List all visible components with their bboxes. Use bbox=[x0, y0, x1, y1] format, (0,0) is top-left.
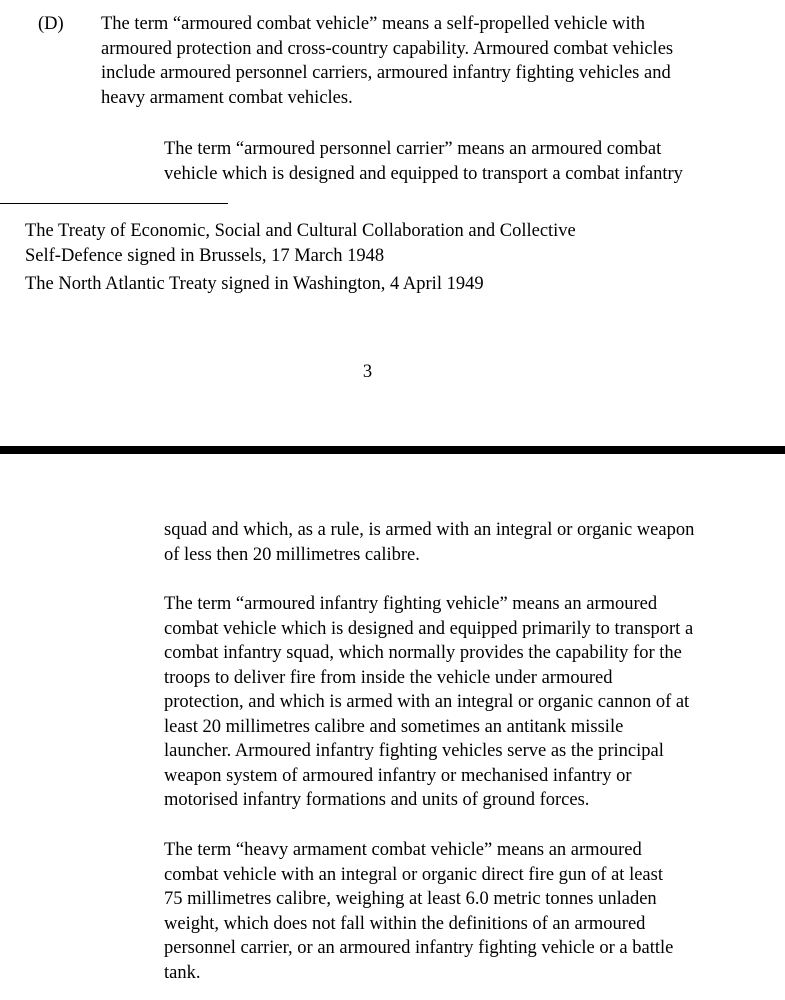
text-line: launcher. Armoured infantry fighting vehicles serve as the principal bbox=[164, 741, 664, 761]
footnote-brussels-treaty bbox=[25, 219, 765, 268]
footnote-separator bbox=[0, 203, 228, 204]
text-line: The North Atlantic Treaty signed in Washington, 4 April 1949 bbox=[25, 274, 484, 294]
footnote-north-atlantic-treaty bbox=[25, 272, 765, 297]
text-line: combat vehicle which is designed and equipped primarily to transport a bbox=[164, 618, 694, 639]
text-line: protection, and which is armed with an integral or organic cannon of at bbox=[164, 692, 690, 712]
text-line: The term “armoured infantry fighting vehicle” means an armoured bbox=[164, 594, 658, 614]
text-line: armoured protection and cross-country capability. Armoured combat vehicles bbox=[101, 38, 674, 59]
text-line: weapon system of armoured infantry or mechanised infantry or bbox=[164, 765, 632, 786]
aifv-definition-paragraph bbox=[164, 592, 774, 813]
text-line: troops to deliver fire from inside the vehicle under armoured bbox=[164, 667, 613, 688]
text-line: The term “armoured personnel carrier” means an armoured combat bbox=[164, 139, 662, 159]
apc-definition-paragraph bbox=[164, 137, 774, 186]
text-line: Self-Defence signed in Brussels, 17 March 1948 bbox=[25, 245, 385, 266]
apc-definition-continued bbox=[164, 518, 774, 567]
text-line: of less then 20 millimetres calibre. bbox=[164, 544, 420, 565]
page-break-divider bbox=[0, 446, 785, 454]
text-line: The term “heavy armament combat vehicle” means an armoured bbox=[164, 840, 642, 860]
text-line: heavy armament combat vehicles. bbox=[101, 87, 353, 108]
text-line: combat vehicle with an integral or organic direct fire gun of at least bbox=[164, 864, 663, 885]
hacv-definition-paragraph bbox=[164, 838, 774, 985]
section-label: (D) bbox=[38, 14, 64, 34]
text-line: weight, which does not fall within the definitions of an armoured bbox=[164, 913, 646, 934]
text-line: personnel carrier, or an armoured infantry fighting vehicle or a battle bbox=[164, 938, 674, 958]
acv-definition-paragraph bbox=[101, 12, 771, 110]
text-line: The term “armoured combat vehicle” means a self-propelled vehicle with bbox=[101, 14, 645, 34]
text-line: tank. bbox=[164, 962, 201, 983]
text-line: motorised infantry formations and units of ground forces. bbox=[164, 790, 590, 810]
text-line: The Treaty of Economic, Social and Cultural Collaboration and Collective bbox=[25, 221, 576, 241]
text-line: 75 millimetres calibre, weighing at least 6.0 metric tonnes unladen bbox=[164, 889, 657, 909]
text-line: least 20 millimetres calibre and sometimes an antitank missile bbox=[164, 716, 624, 737]
text-line: combat infantry squad, which normally provides the capability for the bbox=[164, 643, 682, 663]
page-number: 3 bbox=[362, 362, 373, 382]
text-line: include armoured personnel carriers, armoured infantry fighting vehicles and bbox=[101, 63, 671, 83]
text-line: squad and which, as a rule, is armed with an integral or organic weapon bbox=[164, 520, 695, 540]
text-line: vehicle which is designed and equipped to transport a combat infantry bbox=[164, 163, 683, 184]
